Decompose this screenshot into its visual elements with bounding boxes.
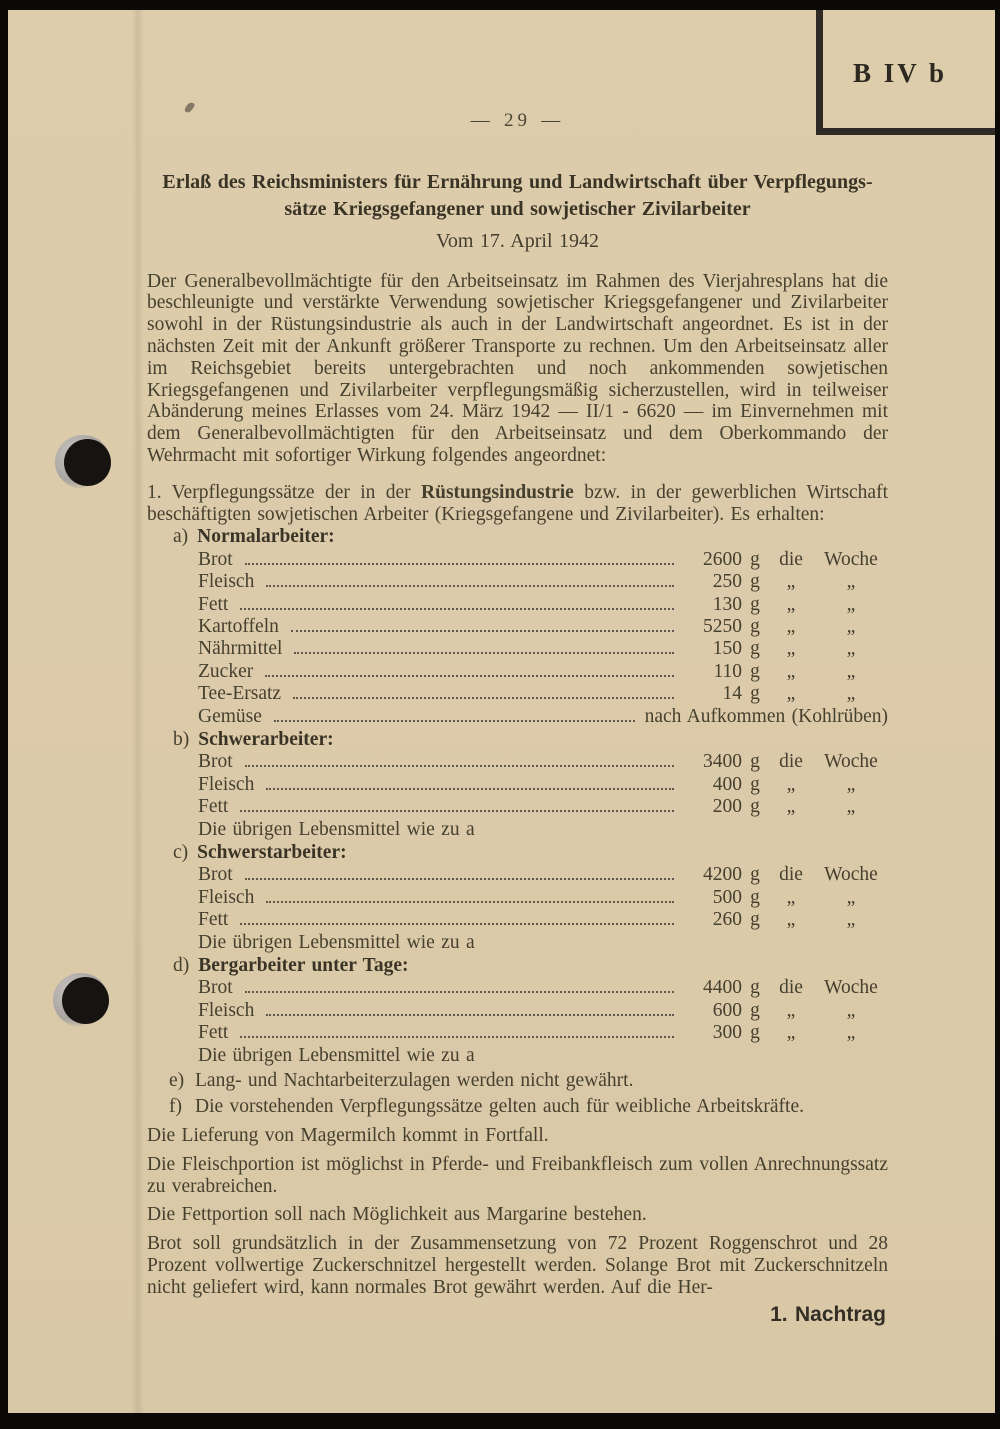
ration-unit: g [750,796,760,818]
ration-group-note: Die übrigen Lebensmittel wie zu a [198,818,475,840]
ration-period-2: „ [846,909,856,931]
clause-letter: e) [169,1070,185,1092]
dot-leader [291,630,674,632]
clause-text: Lang- und Nachtarbeiterzulagen werden nicht gewährt. [195,1070,634,1092]
group-letter: b) [173,729,190,751]
ration-period-2: Woche [824,751,878,773]
clause-e [147,1070,888,1092]
document-content [147,10,888,1325]
ration-row [147,594,888,616]
ration-unit: g [750,977,760,999]
paragraph-magermilch: Die Lieferung von Magermilch kommt in Fortfall. [147,1124,549,1146]
document-title [147,169,888,224]
ration-amount: 130 [712,593,742,615]
dot-leader [293,697,674,699]
ration-row [147,864,888,886]
ration-label: Zucker [198,660,254,682]
group-title: Bergarbeiter unter Tage: [198,955,409,977]
classification-stamp-text: B IV b [852,57,948,88]
ration-unit: g [750,683,760,705]
ration-label: Brot [198,864,233,886]
ration-period-1: die [779,751,803,773]
clause-letter: f) [169,1095,182,1117]
ration-unit: g [750,638,760,660]
ration-amount: 5250 [703,615,742,637]
ration-group-b-header [147,729,888,751]
ration-amount: 260 [712,909,742,931]
ration-period-1: „ [786,683,796,705]
ration-period-2: Woche [824,548,878,570]
punch-hole-bottom [62,977,109,1024]
ration-free-value: nach Aufkommen (Kohlrüben) [644,705,888,727]
ration-period-2: „ [846,683,856,705]
ration-amount: 600 [712,999,742,1021]
paper-sheet [8,10,995,1413]
ration-unit: g [750,593,760,615]
ration-period-1: „ [786,571,796,593]
ration-period-2: „ [846,571,856,593]
ration-row [147,571,888,593]
paragraph-fettportion: Die Fettportion soll nach Möglichkeit aus Margarine bestehen. [147,1204,647,1226]
section-1-text-post: bzw. in der gewerblichen Wirtschaft beschäftigten sowjetischen Arbeiter (Kriegsgefangene und Zivilarbeiter). Es erhalten: [147,481,889,525]
ration-group-note: Die übrigen Lebensmittel wie zu a [198,931,475,953]
ration-amount: 4400 [703,977,742,999]
group-letter: c) [173,842,189,864]
dot-leader [266,901,674,903]
ration-amount: 150 [712,638,742,660]
dot-leader [245,878,674,880]
ration-amount: 4200 [703,864,742,886]
ration-group-c-header [147,842,888,864]
ration-unit: g [750,864,760,886]
ration-row [147,638,888,660]
ration-amount: 2600 [703,548,742,570]
ration-period-1: „ [786,773,796,795]
ration-label: Brot [198,977,233,999]
ration-label: Fleisch [198,999,255,1021]
group-letter: d) [173,955,190,977]
section-1-emphasis: Rüstungsindustrie [421,481,574,503]
ration-row [147,887,888,909]
ration-amount: 400 [712,773,742,795]
ration-row [147,909,888,931]
dot-leader [245,765,674,767]
ration-row [147,661,888,683]
ration-row [147,683,888,705]
ration-period-1: „ [786,638,796,660]
ration-amount: 14 [722,683,742,705]
dot-leader [266,788,674,790]
ration-period-2: Woche [824,864,878,886]
document-date: Vom 17. April 1942 [435,229,600,252]
ration-unit: g [750,909,760,931]
ration-unit: g [750,751,760,773]
ration-label: Nährmittel [198,638,283,660]
section-1-text-pre: 1. Verpflegungssätze der in der [147,481,422,503]
dot-leader [266,585,674,587]
ration-label: Brot [198,548,233,570]
ration-amount: 250 [712,571,742,593]
dot-leader [245,563,674,565]
dot-leader [274,720,635,722]
ration-period-2: „ [846,593,856,615]
ration-unit: g [750,1022,760,1044]
ration-row-gemuese [147,706,888,728]
ration-amount: 110 [713,660,742,682]
nachtrag-label: 1. Nachtrag [770,1302,886,1326]
dot-leader [265,675,674,677]
dot-leader [240,1036,674,1038]
ration-period-2: „ [846,796,856,818]
document-title-line1: Erlaß des Reichsministers für Ernährung und Landwirtschaft über Verpflegungs- [162,170,873,193]
ration-row [147,1022,888,1044]
ration-period-1: die [779,864,803,886]
ration-row [147,774,888,796]
dot-leader [266,1014,674,1016]
ration-period-1: die [779,548,803,570]
dot-leader [245,991,674,993]
ration-period-2: „ [846,1022,856,1044]
ration-period-2: „ [846,660,856,682]
ration-group-b [147,729,888,841]
paper-crease [132,10,144,1413]
ration-unit: g [750,548,760,570]
ration-label: Fleisch [198,773,255,795]
section-1-paragraph [147,482,888,526]
ration-label: Kartoffeln [198,615,279,637]
ration-row [147,549,888,571]
ration-unit: g [750,660,760,682]
ration-row [147,616,888,638]
dot-leader [294,652,674,654]
ration-amount: 300 [712,1022,742,1044]
ration-unit: g [750,999,760,1021]
ration-period-2: „ [846,999,856,1021]
ration-amount: 3400 [703,751,742,773]
paragraph-fleischportion: Die Fleischportion ist möglichst in Pferde- und Freibankfleisch zum vollen Anrechnungssatz zu verabreichen. [147,1153,888,1197]
document-title-line2: sätze Kriegsgefangener und sowjetischer Zivilarbeiter [284,198,751,221]
page-number: — 29 — [470,110,565,131]
ration-period-2: „ [846,615,856,637]
ration-group-a [147,526,888,728]
ration-period-2: „ [846,638,856,660]
ration-label: Tee-Ersatz [198,683,282,705]
ration-period-2: „ [846,886,856,908]
ration-period-1: „ [786,593,796,615]
ration-label: Brot [198,751,233,773]
ration-period-1: „ [786,615,796,637]
ration-period-1: „ [786,909,796,931]
ration-unit: g [750,886,760,908]
paragraph-brot: Brot soll grundsätzlich in der Zusammensetzung von 72 Prozent Roggenschrot und 28 Prozent vollwertige Zuckerschnitzel hergestellt werden. Solange Brot mit Zuckerschnitzeln nicht geliefert wird, kann normales Brot gewährt werden. Auf die Her- [147,1233,888,1298]
group-title: Normalarbeiter: [197,526,335,548]
ration-row [147,751,888,773]
ration-period-1: „ [786,886,796,908]
ration-unit: g [750,615,760,637]
ration-group-note: Die übrigen Lebensmittel wie zu a [198,1044,475,1066]
punch-hole-top [64,439,111,486]
ration-period-1: „ [786,1022,796,1044]
ration-period-2: „ [846,773,856,795]
ration-group-c [147,842,888,954]
ration-row [147,977,888,999]
clause-text: Die vorstehenden Verpflegungssätze gelten auch für weibliche Arbeitskräfte. [195,1095,805,1117]
dot-leader [240,608,674,610]
ration-label: Fett [198,1022,229,1044]
ration-unit: g [750,571,760,593]
ration-row [147,1000,888,1022]
group-title: Schwerarbeiter: [198,729,334,751]
clause-f [147,1096,888,1118]
ration-unit: g [750,773,760,795]
ration-label: Fett [198,593,229,615]
ration-row [147,796,888,818]
ration-label: Fleisch [198,571,255,593]
dot-leader [240,810,674,812]
ration-group-a-header [147,526,888,548]
ration-label: Fett [198,909,229,931]
ration-period-1: „ [786,999,796,1021]
ration-amount: 500 [712,886,742,908]
ration-period-1: die [779,977,803,999]
ration-period-1: „ [786,660,796,682]
ration-group-d-header [147,955,888,977]
ration-amount: 200 [712,796,742,818]
ration-period-1: „ [786,796,796,818]
group-title: Schwerstarbeiter: [197,842,347,864]
group-letter: a) [173,526,189,548]
intro-paragraph: Der Generalbevollmächtigte für den Arbeitseinsatz im Rahmen des Vierjahresplans hat die beschleunigte und verstärkte Verwendung sowjetischer Kriegsgefangener und Zivilarbeiter sowohl in der Rüstungsindustrie als auch in der Landwirtschaft angeordnet. Es ist in der nächsten Zeit mit der Ankunft größerer Transporte zu rechnen. Um den Arbeitseinsatz aller im Reichsgebiet bereits untergebrachten und noch ankommenden sowjetischen Kriegsgefangenen und Zivilarbeiter verpflegungsmäßig sicherzustellen, wird in teilweiser Abänderung meines Erlasses vom 24. März 1942 — II/1 - 6620 — im Einvernehmen mit dem Generalbevollmächtigten für den Arbeitseinsatz und dem Oberkommando der Wehrmacht mit sofortiger Wirkung folgendes angeordnet: [147,270,888,466]
dot-leader [240,923,674,925]
ration-label: Gemüse [198,705,262,727]
ration-label: Fleisch [198,886,255,908]
ration-group-d [147,955,888,1067]
ration-label: Fett [198,796,229,818]
ration-period-2: Woche [824,977,878,999]
